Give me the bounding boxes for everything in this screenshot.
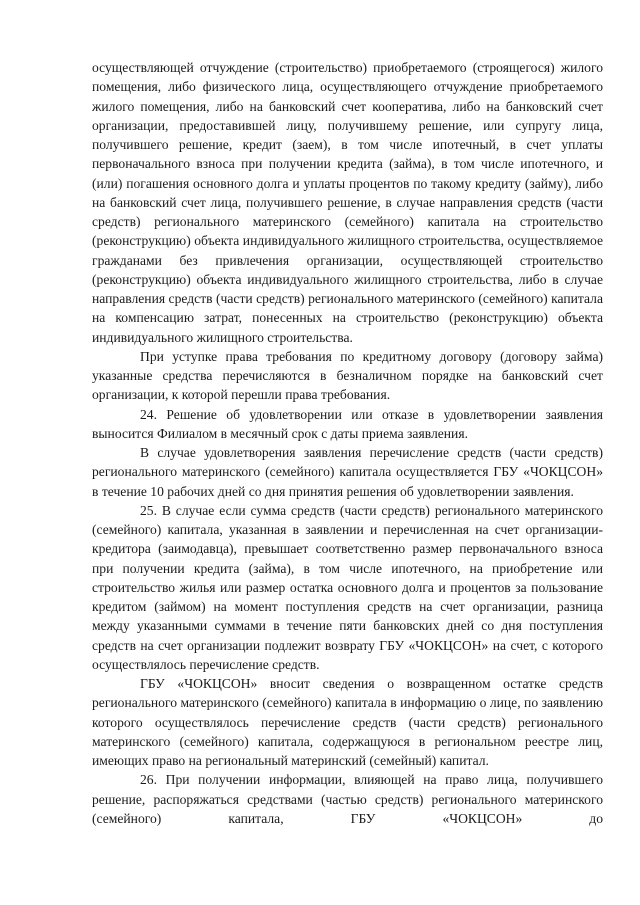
- paragraph-registry-update: ГБУ «ЧОКЦСОН» вносит сведения о возвращенном остатке средств регионального материнского (семейного) капитала в информацию о лице, по заявлению которого осуществлялось перечисление средств (части средств) регионального материнского (семейного) капитала, содержащуюся в региональном реестре лиц, имеющих право на региональный материнский (семейный) капитал.: [92, 676, 603, 768]
- paragraph-transfer-deadline: В случае удовлетворения заявления перечисление средств (части средств) регионального материнского (семейного) капитала осуществляется ГБУ «ЧОКЦСОН» в течение 10 рабочих дней со дня принятия решения об удовлетворении заявления.: [92, 445, 603, 499]
- paragraph-item-26: 26. При получении информации, влияющей на право лица, получившего решение, распоряжаться средствами (частью средств) регионального материнского (семейного) капитала, ГБУ «ЧОКЦСОН» до: [92, 772, 603, 826]
- paragraph-payment-recipients: осуществляющей отчуждение (строительство) приобретаемого (строящегося) жилого помещения, либо физического лица, осуществляющего отчуждение приобретаемого жилого помещения, либо на банковский счет кооператива, либо на банковский счет организации, предоставившей лицу, получившему решение, или супругу лица, получившего решение, кредит (заем), в том числе ипотечный, в счет уплаты первоначального взноса при получении кредита (займа), в том числе ипотечного, и (или) погашения основного долга и уплаты процентов по такому кредиту (займу), либо на банковский счет лица, получившего решение, в случае направления средств (части средств) регионального материнского (семейного) капитала на строительство (реконструкцию) объекта индивидуального жилищного строительства, осуществляемое гражданами без привлечения организации, осуществляющей строительство (реконструкцию) объекта индивидуального жилищного строительства, либо в случае направления средств (части средств) регионального материнского (семейного) капитала на компенсацию затрат, понесенных на строительство (реконструкцию) объекта индивидуального жилищного строительства.: [92, 60, 603, 345]
- document-page: [92, 58, 603, 828]
- paragraph-claim-assignment: При уступке права требования по кредитному договору (договору займа) указанные средства перечисляются в безналичном порядке на банковский счет организации, к которой перешли права требования.: [92, 348, 603, 403]
- paragraph-item-24: 24. Решение об удовлетворении или отказе в удовлетворении заявления выносится Филиалом в месячный срок с даты приема заявления.: [92, 406, 603, 441]
- paragraph-item-25: 25. В случае если сумма средств (части средств) регионального материнского (семейного) капитала, указанная в заявлении и перечисленная на счет организации-кредитора (заимодавца), превышает соответственно размер первоначального взноса при получении кредита (займа), в том числе ипотечного, на приобретение или строительство жилья или размер остатка основного долга и процентов за пользование кредитом (займом) на момент поступления средств на счет организации, разница между указанными суммами в течение пяти банковских дней со дня поступления средств на счет организации подлежит возврату ГБУ «ЧОКЦСОН» на счет, с которого осуществлялось перечисление средств.: [92, 502, 603, 672]
